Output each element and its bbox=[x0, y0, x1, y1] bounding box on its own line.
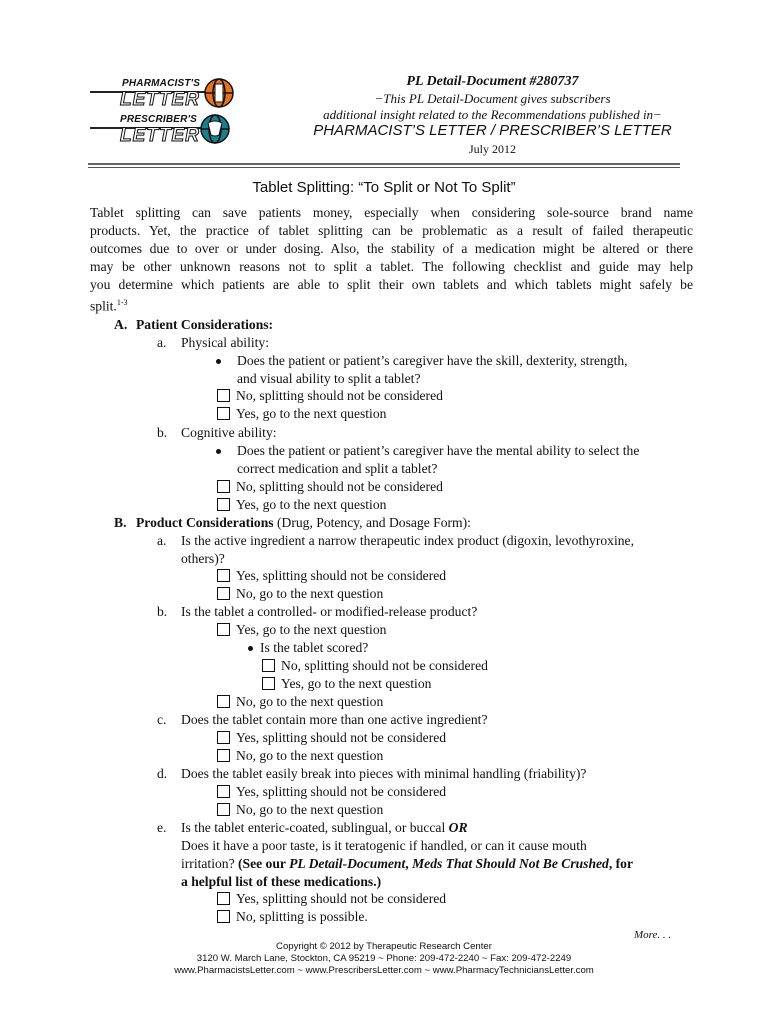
item-label: d. bbox=[157, 766, 168, 781]
globe-icon bbox=[198, 113, 232, 145]
document-title: Meds That Should Not Be Crushed bbox=[412, 856, 609, 871]
checkbox[interactable] bbox=[217, 480, 230, 493]
intro-line: Tablet splitting can save patients money, especially when considering sole-source brand name bbox=[90, 205, 693, 220]
item-label: b. bbox=[157, 425, 168, 440]
bullet bbox=[216, 449, 221, 454]
option-label: Yes, splitting should not be considered bbox=[236, 568, 447, 583]
issue-date: July 2012 bbox=[468, 142, 516, 156]
section-b-title: Product Considerations bbox=[136, 515, 274, 530]
logo-small-text: PHARMACIST'S bbox=[122, 78, 201, 89]
question-text: Does the patient or patient’s caregiver have the mental ability to select the bbox=[237, 443, 640, 458]
option-label: Yes, go to the next question bbox=[281, 676, 432, 691]
intro-last-text: split. bbox=[90, 298, 117, 314]
footer-websites: www.PharmacistsLetter.com ~ www.PrescribersLetter.com ~ www.PharmacyTechniciansLetter.com bbox=[174, 965, 594, 976]
checkbox[interactable] bbox=[262, 677, 275, 690]
tagline-1: −This PL Detail-Document gives subscribers bbox=[374, 91, 611, 106]
footer-address: 3120 W. March Lane, Stockton, CA 95219 ~ Phone: 209-472-2240 ~ Fax: 209-472-2249 bbox=[196, 953, 572, 964]
option-label: No, go to the next question bbox=[236, 694, 384, 709]
intro-line: may be other unknown reasons not to split a tablet. The following checklist and guide may help bbox=[90, 259, 693, 274]
sub-question-text: Is the tablet scored? bbox=[260, 640, 369, 655]
option-label: No, splitting should not be considered bbox=[236, 479, 443, 494]
logo-big-text: LETTER bbox=[120, 125, 200, 146]
header-divider bbox=[88, 163, 680, 165]
intro-last-line bbox=[90, 294, 693, 312]
checkbox[interactable] bbox=[217, 498, 230, 511]
tagline-2: additional insight related to the Recommendations published in− bbox=[323, 107, 662, 122]
checkbox[interactable] bbox=[217, 803, 230, 816]
checkbox[interactable] bbox=[217, 389, 230, 402]
option-label: Yes, splitting should not be considered bbox=[236, 891, 447, 906]
question-text: correct medication and split a tablet? bbox=[237, 461, 438, 476]
section-b-heading bbox=[136, 514, 471, 532]
bullet bbox=[216, 359, 221, 364]
checkbox[interactable] bbox=[217, 695, 230, 708]
item-label: a. bbox=[157, 533, 167, 548]
bullet bbox=[248, 646, 253, 651]
question-part: irritation? bbox=[181, 856, 238, 871]
prescribers-letter-logo bbox=[90, 112, 240, 146]
option-label: Yes, go to the next question bbox=[236, 497, 387, 512]
checkbox[interactable] bbox=[217, 569, 230, 582]
question-text: a helpful list of these medications.) bbox=[181, 874, 382, 889]
question-text: Does the tablet easily break into pieces with minimal handling (friability)? bbox=[181, 766, 587, 781]
intro-paragraph bbox=[90, 204, 693, 312]
checkbox[interactable] bbox=[217, 910, 230, 923]
more-continuation: More. . . bbox=[634, 929, 672, 941]
question-text: and visual ability to split a tablet? bbox=[237, 371, 421, 386]
question-text: Is the tablet a controlled- or modified-release product? bbox=[181, 604, 478, 619]
question-part: , bbox=[405, 856, 413, 871]
option-label: No, go to the next question bbox=[236, 586, 384, 601]
option-label: No, splitting is possible. bbox=[236, 909, 368, 924]
question-text: Does the tablet contain more than one active ingredient? bbox=[181, 712, 488, 727]
option-label: No, splitting should not be considered bbox=[236, 388, 443, 403]
or-emphasis: OR bbox=[448, 820, 468, 835]
logo-small-text: PRESCRIBER'S bbox=[120, 114, 198, 125]
option-label: No, go to the next question bbox=[236, 802, 384, 817]
reference-superscript: 1-3 bbox=[116, 298, 128, 307]
question-text: others)? bbox=[181, 551, 225, 566]
checkbox[interactable] bbox=[217, 749, 230, 762]
item-label: b. bbox=[157, 604, 168, 619]
item-label: a. bbox=[157, 335, 167, 350]
publication-title: PHARMACIST’S LETTER / PRESCRIBER’S LETTER bbox=[313, 122, 672, 139]
option-label: Yes, go to the next question bbox=[236, 406, 387, 421]
question-part: Is the tablet enteric-coated, sublingual, or buccal bbox=[181, 820, 449, 835]
checkbox[interactable] bbox=[217, 407, 230, 420]
option-label: No, splitting should not be considered bbox=[281, 658, 488, 673]
question-text: Does the patient or patient’s caregiver have the skill, dexterity, strength, bbox=[237, 353, 628, 368]
pharmacists-letter-logo bbox=[90, 76, 240, 110]
option-label: Yes, go to the next question bbox=[236, 622, 387, 637]
intro-line: outcomes due to over or under dosing. Also, the stability of a medication might be altered or there bbox=[90, 241, 693, 256]
checkbox[interactable] bbox=[217, 623, 230, 636]
option-label: Yes, splitting should not be considered bbox=[236, 784, 447, 799]
question-part: (See our bbox=[238, 856, 290, 871]
cognitive-ability-heading: Cognitive ability: bbox=[181, 425, 277, 440]
item-label: c. bbox=[157, 712, 167, 727]
checkbox[interactable] bbox=[217, 587, 230, 600]
question-text bbox=[181, 855, 633, 873]
intro-line: products. Yet, the practice of tablet splitting can be problematic as a result of failed therapeutic bbox=[90, 223, 693, 238]
page-title: Tablet Splitting: “To Split or Not To Split” bbox=[252, 179, 516, 196]
option-label: Yes, splitting should not be considered bbox=[236, 730, 447, 745]
globe-icon bbox=[202, 77, 236, 109]
logo-big-text: LETTER bbox=[120, 89, 200, 110]
footer-copyright: Copyright © 2012 by Therapeutic Research Center bbox=[276, 941, 492, 952]
physical-ability-heading: Physical ability: bbox=[181, 335, 269, 350]
section-b-letter: B. bbox=[114, 515, 127, 530]
intro-line: you determine which patients are able to split their own tablets and which tablets might safely be bbox=[90, 277, 693, 292]
checkbox[interactable] bbox=[217, 892, 230, 905]
item-label: e. bbox=[157, 820, 167, 835]
checkbox[interactable] bbox=[217, 785, 230, 798]
checkbox[interactable] bbox=[217, 731, 230, 744]
document-reference: PL Detail-Document bbox=[289, 856, 406, 871]
question-part: , for bbox=[608, 856, 634, 871]
option-label: No, go to the next question bbox=[236, 748, 384, 763]
question-text: Does it have a poor taste, is it teratogenic if handled, or can it cause mouth bbox=[181, 838, 587, 853]
question-text bbox=[181, 819, 468, 837]
header-divider-thin bbox=[88, 167, 680, 168]
checkbox[interactable] bbox=[262, 659, 275, 672]
question-text: Is the active ingredient a narrow therapeutic index product (digoxin, levothyroxine, bbox=[181, 533, 634, 548]
section-b-subtitle: (Drug, Potency, and Dosage Form): bbox=[273, 515, 471, 530]
section-a-letter: A. bbox=[114, 317, 128, 332]
section-a-title: Patient Considerations: bbox=[136, 317, 274, 332]
doc-id: PL Detail-Document #280737 bbox=[406, 74, 579, 89]
